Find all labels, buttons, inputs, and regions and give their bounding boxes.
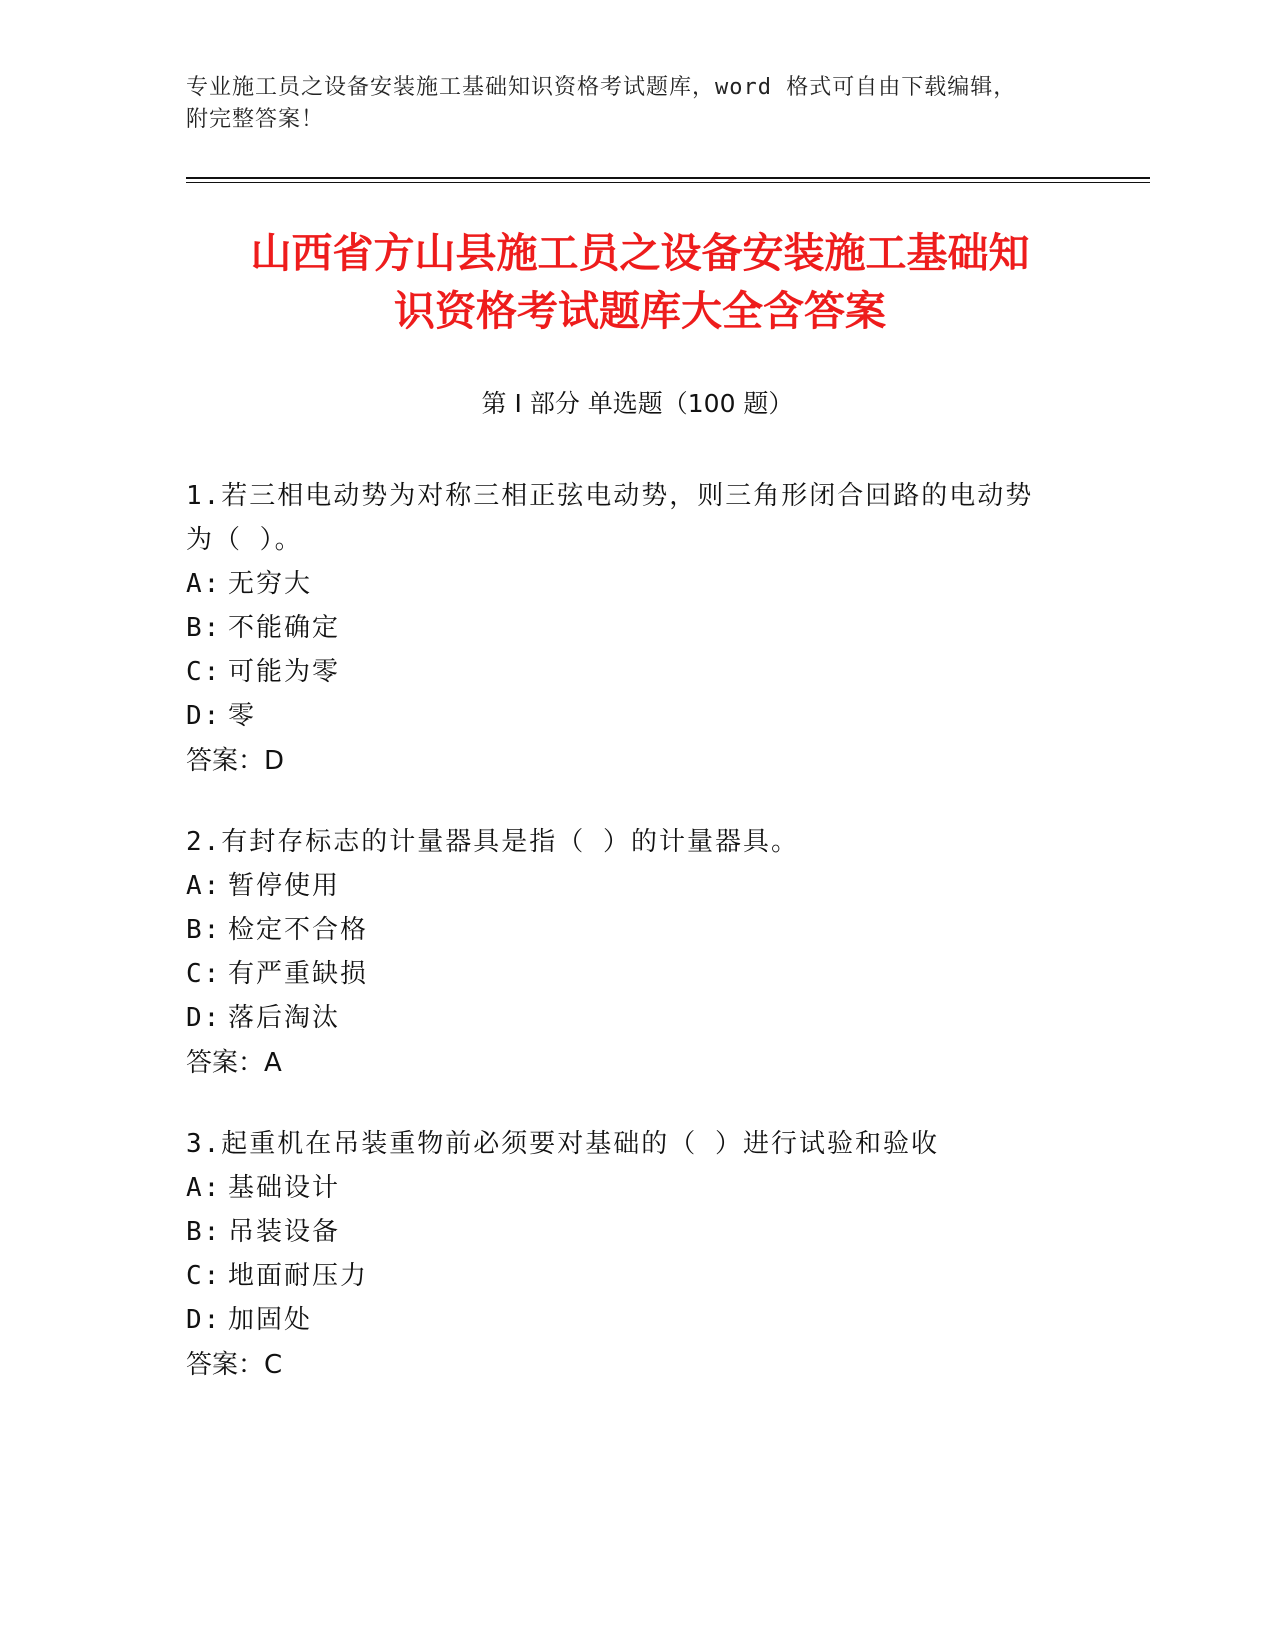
option-d <box>186 1298 1086 1342</box>
question-stem-line-1: 1.若三相电动势为对称三相正弦电动势，则三角形闭合回路的电动势 <box>186 481 1034 511</box>
header-note <box>186 72 1066 136</box>
option-text: 零 <box>228 701 257 731</box>
option-text: 落后淘汰 <box>228 1003 341 1033</box>
question-2 <box>186 820 1086 1086</box>
option-text: 暂停使用 <box>228 871 341 901</box>
document-title-line-2: 识资格考试题库大全含答案 <box>394 287 886 335</box>
option-letter: A: <box>186 871 222 901</box>
option-text: 检定不合格 <box>228 915 369 945</box>
header-note-line-1: 专业施工员之设备安装施工基础知识资格考试题库，word 格式可自由下载编辑， <box>186 75 1017 100</box>
header-note-line-2: 附完整答案！ <box>186 107 325 132</box>
section-title: 第 I 部分 单选题（100 题） <box>481 389 794 418</box>
option-text: 吊装设备 <box>228 1217 341 1247</box>
question-stem <box>186 1122 1086 1166</box>
option-c <box>186 650 1086 694</box>
option-text: 可能为零 <box>228 657 341 687</box>
option-letter: B: <box>186 1217 222 1247</box>
answer-line: 答案：C <box>186 1350 283 1380</box>
option-text: 有严重缺损 <box>228 959 369 989</box>
option-text: 基础设计 <box>228 1173 341 1203</box>
option-letter: D: <box>186 1003 222 1033</box>
option-letter: C: <box>186 1261 222 1291</box>
option-letter: C: <box>186 959 222 989</box>
option-text: 加固处 <box>228 1305 313 1335</box>
question-stem-line-1: 3.起重机在吊装重物前必须要对基础的（ ）进行试验和验收 <box>186 1129 939 1159</box>
option-a <box>186 1166 1086 1210</box>
question-list <box>186 474 1086 1424</box>
option-letter: D: <box>186 1305 222 1335</box>
question-stem <box>186 474 1086 562</box>
option-text: 不能确定 <box>228 613 341 643</box>
option-c <box>186 952 1086 996</box>
document-title <box>160 224 1120 340</box>
option-b <box>186 1210 1086 1254</box>
question-1 <box>186 474 1086 784</box>
option-b <box>186 908 1086 952</box>
question-stem <box>186 820 1086 864</box>
option-letter: B: <box>186 915 222 945</box>
option-text: 无穷大 <box>228 569 313 599</box>
question-stem-line-1: 2.有封存标志的计量器具是指（ ）的计量器具。 <box>186 827 799 857</box>
header-divider-thin <box>186 182 1150 183</box>
option-letter: C: <box>186 657 222 687</box>
option-a <box>186 864 1086 908</box>
option-c <box>186 1254 1086 1298</box>
header-divider-thick <box>186 177 1150 179</box>
question-3 <box>186 1122 1086 1388</box>
option-a <box>186 562 1086 606</box>
option-text: 地面耐压力 <box>228 1261 369 1291</box>
answer-line: 答案：D <box>186 746 285 776</box>
document-title-line-1: 山西省方山县施工员之设备安装施工基础知 <box>250 229 1030 277</box>
option-letter: A: <box>186 1173 222 1203</box>
option-d <box>186 694 1086 738</box>
answer-line: 答案：A <box>186 1048 282 1078</box>
option-b <box>186 606 1086 650</box>
option-letter: A: <box>186 569 222 599</box>
question-stem-line-2: 为（ ）。 <box>186 525 303 555</box>
option-letter: B: <box>186 613 222 643</box>
option-d <box>186 996 1086 1040</box>
option-letter: D: <box>186 701 222 731</box>
